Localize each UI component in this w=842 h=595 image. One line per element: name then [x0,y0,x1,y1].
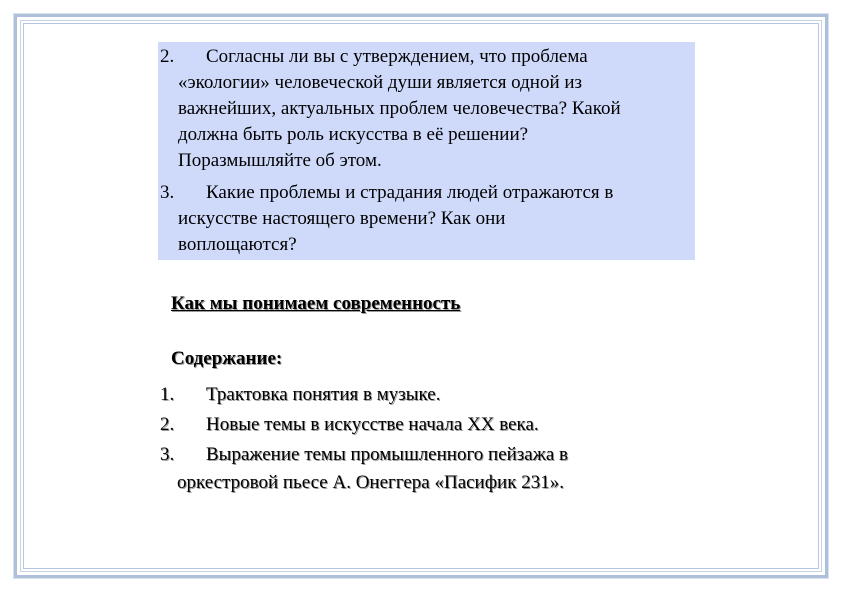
contents-item-number: 2. [160,414,175,435]
question-line: искусстве настоящего времени? Как они [178,208,506,229]
contents-item-text: оркестровой пьесе А. Онеггера «Пасифик 231». [177,472,564,493]
questions-box [158,42,695,260]
contents-item-3 [160,440,720,500]
contents-item-text: Выражение темы промышленного пейзажа в [206,444,569,465]
question-item-3 [158,180,695,258]
contents-item-text: Трактовка понятия в музыке. [206,384,441,405]
section-heading: Как мы понимаем современность [171,293,461,314]
question-line: должна быть роль искусства в её решении? [178,124,529,145]
contents-item-number: 3. [160,444,175,465]
question-item-2 [158,44,695,174]
question-line: Поразмышляйте об этом. [178,150,382,171]
question-line: воплощаются? [178,234,297,255]
contents-item-1 [160,380,720,410]
question-line: «экологии» человеческой души является одной из [178,72,583,93]
contents-item-2 [160,410,720,440]
question-number: 3. [160,182,175,203]
contents-item-number: 1. [160,384,175,405]
question-line: важнейших, актуальных проблем человечества? Какой [178,98,621,119]
question-line: Согласны ли вы с утверждением, что проблема [206,46,588,67]
contents-title: Содержание: [171,348,283,369]
question-number: 2. [160,46,175,67]
contents-item-text: Новые темы в искусстве начала XX века. [206,414,539,435]
question-line: Какие проблемы и страдания людей отражаются в [206,182,614,203]
